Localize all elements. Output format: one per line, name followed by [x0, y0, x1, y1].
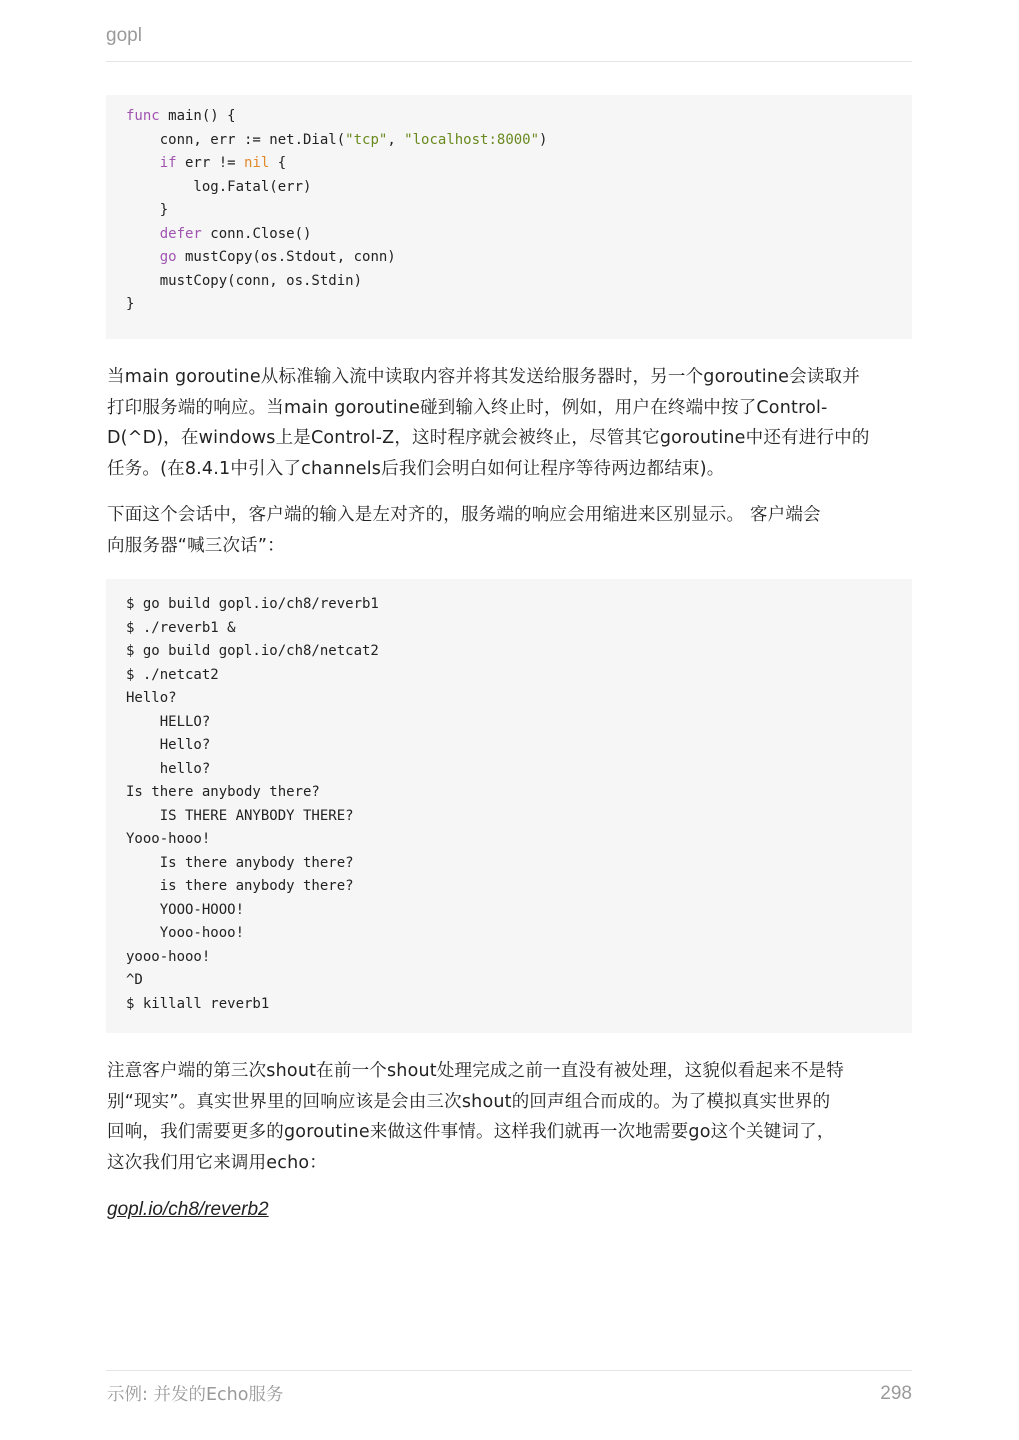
text-line: 当main goroutine从标准输入流中读取内容并将其发送给服务器时，另一个goroutine会读取并 — [107, 367, 860, 387]
session-line: Hello? — [126, 737, 211, 753]
session-line: ^D — [126, 972, 143, 988]
code-text: main() { — [159, 108, 236, 124]
text-line: D(^D)，在windows上是Control-Z，这时程序就会被终止，尽管其它goroutine中还有进行中的 — [107, 428, 870, 448]
footer-section-title: 示例: 并发的Echo服务 — [107, 1385, 284, 1405]
code-line: log.Fatal(err) — [126, 178, 312, 195]
paragraph-session-intro — [107, 500, 913, 561]
session-line: HELLO? — [126, 713, 211, 730]
code-keyword: func — [126, 108, 160, 124]
code-indent — [126, 249, 160, 265]
code-keyword: defer — [159, 225, 202, 242]
source-link-reverb2[interactable]: gopl.io/ch8/reverb2 — [107, 1199, 269, 1220]
session-line: $ go build gopl.io/ch8/netcat2 — [126, 643, 379, 659]
code-indent — [126, 155, 160, 171]
code-text: { — [269, 155, 287, 171]
book-title: gopl — [106, 25, 142, 46]
code-line — [126, 129, 912, 153]
session-line: IS THERE ANYBODY THERE? — [126, 807, 354, 824]
session-line: yooo-hooo! — [126, 948, 211, 965]
session-line: Is there anybody there? — [126, 784, 320, 800]
session-line: Yooo-hooo! — [126, 831, 211, 847]
code-text: ) — [539, 131, 548, 148]
page-header — [106, 24, 912, 62]
code-text: conn.Close() — [201, 225, 312, 242]
text-line: 打印服务端的响应。当main goroutine碰到输入终止时，例如，用户在终端中按了Control- — [107, 397, 828, 418]
code-line — [126, 246, 912, 270]
code-indent — [126, 226, 160, 242]
code-text: err != — [176, 155, 245, 171]
code-keyword: go — [159, 249, 177, 265]
code-nil: nil — [244, 155, 270, 171]
text-line: 这次我们用它来调用echo： — [107, 1152, 327, 1173]
code-text: mustCopy(os.Stdout, conn) — [176, 249, 396, 265]
code-string: "tcp" — [345, 131, 388, 148]
text-line: 任务。(在8.4.1中引入了channels后我们会明白如何让程序等待两边都结束)。 — [107, 458, 725, 479]
session-line: $ ./reverb1 & — [126, 619, 236, 636]
code-line: mustCopy(conn, os.Stdin) — [126, 272, 363, 289]
session-line: is there anybody there? — [126, 878, 354, 894]
session-line: $ killall reverb1 — [126, 995, 270, 1012]
code-line — [126, 152, 912, 176]
text-line: 别“现实”。真实世界里的回响应该是会由三次shout的回声组合而成的。为了模拟真实世界的 — [107, 1091, 831, 1112]
code-block-session — [106, 579, 912, 1033]
code-line — [126, 105, 912, 129]
session-line: Yooo-hooo! — [126, 925, 245, 941]
session-line: YOOO-HOOO! — [126, 901, 245, 918]
session-line: hello? — [126, 760, 211, 777]
code-keyword: if — [159, 155, 177, 171]
text-line: 注意客户端的第三次shout在前一个shout处理完成之前一直没有被处理，这貌似看起来不是特 — [107, 1061, 844, 1081]
page-footer — [106, 1370, 912, 1405]
session-line: Hello? — [126, 690, 177, 706]
code-text: conn, err := net.Dial( — [126, 131, 346, 148]
text-line: 下面这个会话中，客户端的输入是左对齐的，服务端的响应会用缩进来区别显示。 客户端会 — [107, 505, 821, 525]
paragraph-shout-explanation — [107, 1056, 913, 1178]
code-text: , — [387, 131, 405, 148]
session-line: $ go build gopl.io/ch8/reverb1 — [126, 596, 379, 612]
text-line: 向服务器“喊三次话”： — [107, 535, 285, 556]
code-string: "localhost:8000" — [404, 131, 540, 148]
session-line: Is there anybody there? — [126, 854, 354, 871]
code-line: } — [126, 296, 135, 312]
text-line: 回响，我们需要更多的goroutine来做这件事情。这样我们就再一次地需要go这个关键词了， — [107, 1122, 835, 1142]
page-number: 298 — [880, 1383, 912, 1404]
code-line — [126, 223, 912, 247]
session-line: $ ./netcat2 — [126, 666, 219, 683]
code-block-main — [106, 95, 912, 339]
paragraph-goroutine-explanation — [107, 362, 913, 484]
code-line: } — [126, 202, 169, 218]
